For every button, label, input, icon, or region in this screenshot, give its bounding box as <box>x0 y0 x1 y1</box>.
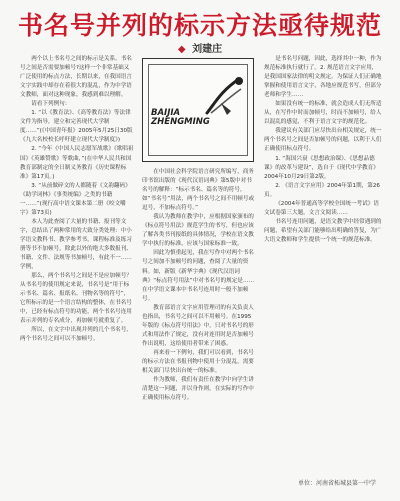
paragraph: 1. “海国兴衰《思想政治课》、《思想品德课》的改革与建设”，选自于《现代中学教育》2004年10月29日第2版。 <box>264 155 379 180</box>
column-badge-name: BAIJIA ZHENGMING <box>151 108 210 127</box>
column-badge <box>142 58 254 162</box>
diamond-icon: ◆ <box>177 44 186 55</box>
paragraph: 1. “以《教育法》、《高等教育法》等法律文件为指导，建立和完善现代大学制度……”(《中国青年报》2005年5月25日30版《九大名校校长呼吁建立现代大学制度》) <box>20 110 133 144</box>
paragraph: 因此为慎重起见，我在写作中对两个书名号之间加不加顿号的问题，查阅了大量的资料。如，新版《新华字典》《现代汉语词典》“标点符号用法”中对书名号的规定是……在中学语文课本中书名号连用时一般不加顿号。 <box>142 250 255 302</box>
paragraph: 书名号连用问题，是语文教学中经常遇到的问题，希望有关部门能够给出明确的答复，为广大语文教师和学生提供一个统一的规范标准。 <box>264 218 382 243</box>
text-column-right <box>264 55 382 245</box>
paragraph: 教育部语言文字应用管理司的有关负责人也指出，书名号之间可以不用顿号。在1995年版的《标点符号用法》中，只对书名号的形式和用法作了规定，没有对连用时是否加顿号作出说明，这给使用者带来了困惑。 <box>142 304 254 347</box>
text-column-left <box>20 55 134 345</box>
article-title: 书名号并列的标示方法亟待规范 <box>17 11 382 40</box>
paragraph: 我认为教师在教学中，应根据国家颁布的《标点符号用法》规范学生的书写，但也应该了解各类书刊报纸的具体情况，学校在语文教学中执行的标准，应该与国家标准一致。 <box>142 214 254 248</box>
paragraph: 《2004年普通高等学校全国统一考试》语文试卷第三大题，文言文阅读…… <box>264 200 379 216</box>
author-name: 刘建庄 <box>192 44 223 55</box>
paragraph: 我建议有关部门应尽快出台相关规定，统一两个书名号之间是否加顿号的问题，以利于人们正确使用标点符号。 <box>264 128 382 153</box>
paragraph: 如果没有统一的标准，就会造成人们无所适从，在写作中时而加顿号，时而不加顿号，给人以混乱的感觉，不利于语言文字的规范化。 <box>264 101 382 126</box>
paragraph: 所以，在文字中出现并列的几个书名号，两个书名号之间可以不加顿号。 <box>20 327 132 343</box>
paragraph: 两个以上书名号之间的标示是关系。书名号之间是否需要加顿号?这样一个非常基础又广泛使用的标点方法，长期以来，在我国语言文字实践中却存在着很大的混乱，作为中学语文教师，面对这种现象，我感到难以理解。 <box>20 56 132 99</box>
text-column-middle <box>142 168 256 403</box>
paragraph: 本人为此查阅了大量的书籍、报刊等文字，总结出了两种常用的大致分类处理：中小学语文教科书、教学参考书，课程标准及练习册等书不加顿号，除此以外的绝大多数报刊、书籍、文件、法规等书加顿号，有此不一……学例， <box>20 218 132 271</box>
paragraph: 请看下列例句： <box>31 101 71 108</box>
paragraph: 是书名号问题，因此，选择其中一种，作为规范标准执行就行了。2. 规范语言文字应用，是我国国家法律的明文规定。为保证人们正确地掌握和使用语言文字，各地应规范书写，但部分老师和学生…… <box>264 56 382 99</box>
paragraph: 再来看一下例句，我们可以看到，书名号的标示方法在书报刊物中使用十分混乱，需要相关部门尽快出台统一的标准。 <box>142 349 254 375</box>
author-line <box>0 40 400 55</box>
paragraph: 作为教师，我们有责任在教学中向学生讲清楚这一问题，并以身作则，在实际的写作中正确使用标点符号。 <box>142 377 254 402</box>
paragraph: 2. “今年《中国人民志愿军战歌》《歌唱祖国》《英雄赞歌》等歌曲，”(在中华人民共和国教育部制定的全日制义务教育《历史课程标准》第17页。) <box>20 146 134 180</box>
paragraph: 在中国社会科学院语言研究所编写，商务印书馆出版的《现代汉语词典》第5版中对书名号的解释：“标示书名、篇名等的符号，如“书名号”用法，两个书名号之间不用顿号或逗号，不加标点符号。” <box>142 169 255 212</box>
paragraph: 那么，两个书名号之间是不是应加顿号？从书名号的使用规定来说，书名号是“用于标示书名、篇名、报纸名、刊物名等的符号”，它所标示的是一个语言结构的整体，在书名号中，已经有标点符号的功能，两个书名号连用表示并列的专名成分，再加顿号就重复了。 <box>20 273 132 325</box>
paragraph: 2. 《语言文字应用》2004年第1期，第26页。 <box>264 182 380 198</box>
author-affiliation: 单位：河南省柘城县第一中学 <box>297 480 376 487</box>
paragraph: 3. “从前做碎文的人都随着《文韵翻码》《助学词林》《事类统编》之类的书籍一……”(现行高中语文课本第二册《咬文嚼字》第73页) <box>20 182 131 216</box>
